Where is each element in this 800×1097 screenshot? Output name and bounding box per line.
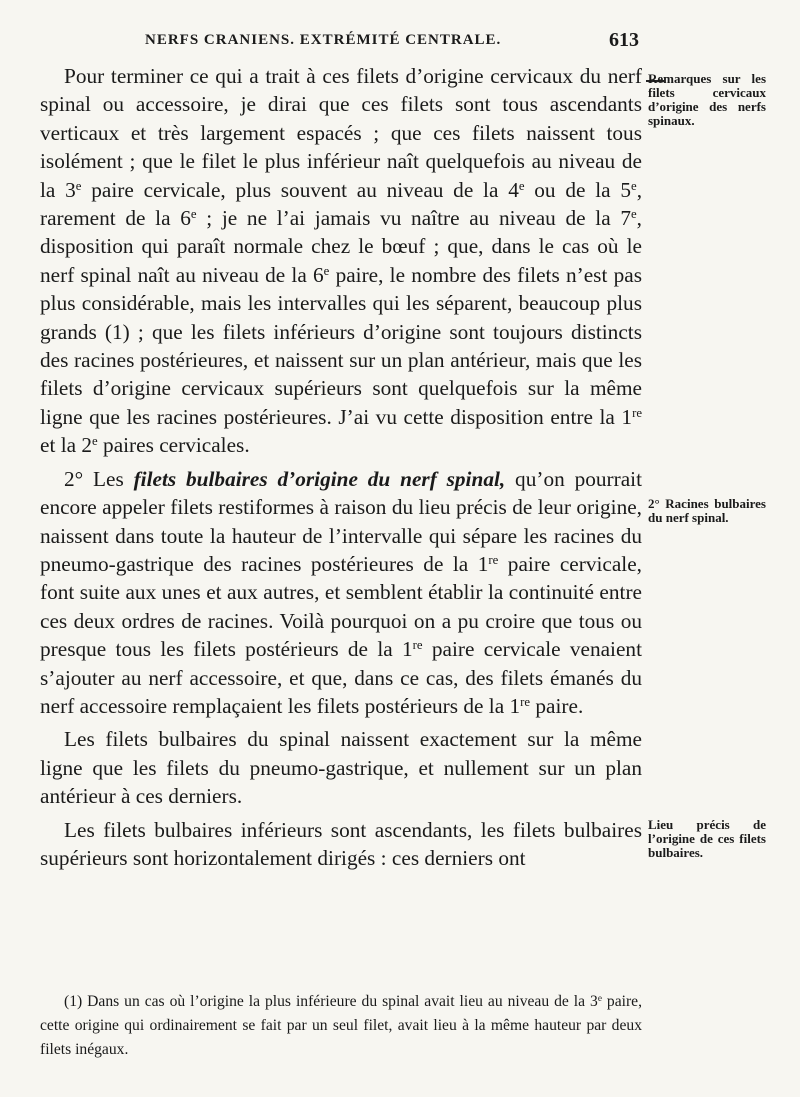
- paragraph-cervical-filaments: Pour terminer ce qui a trait à ces filets d’origine cervicaux du nerf spinal ou accessoire, je dirai que ces filets sont tous ascendants verticaux et très largement espacés ; que ces filets naissent tous isolément ; que le filet le plus inférieur naît quelquefois au niveau de la 3e paire cervicale, plus souvent au niveau de la 4e ou de la 5e, rarement de la 6e ; je ne l’ai jamais vu naître au niveau de la 7e, disposition qui paraît normale chez le bœuf ; que, dans le cas où le nerf spinal naît au niveau de la 6e paire, le nombre des filets n’est pas plus considérable, mais les intervalles qui les séparent, beaucoup plus grands (1) ; que les filets inférieurs d’origine sont toujours distincts des racines postérieures, et naissent sur un plan antérieur, mais que les filets d’origine cervicaux supérieurs sont quelquefois sur la même ligne que les racines postérieures. J’ai vu cette disposition entre la 1re et la 2e paires cervicales.: [40, 64, 643, 458]
- page-number: 613: [609, 29, 639, 51]
- emphasized-term: filets bulbaires d’origine du nerf spinal,: [133, 466, 506, 491]
- footnote: [40, 990, 642, 1062]
- margin-note-cervical: Remarques sur les filets cervicaux d’origine des nerfs spinaux.: [648, 71, 766, 128]
- footnote-text: (1) Dans un cas où l’origine la plus inférieure du spinal avait lieu au niveau de la 3e paire, cette origine qui ordinairement se fait par un seul filet, avait lieu à la même hauteur par deux filets inégaux.: [40, 993, 642, 1058]
- paragraph-bulbar-direction: Les filets bulbaires inférieurs sont ascendants, les filets bulbaires supérieurs sont horizontalement dirigés : ces derniers ont: [40, 817, 642, 870]
- paragraph-body: qu’on pourrait encore appeler filets restiformes à raison du lieu précis de leur origine, naissent dans toute la hauteur de l’intervalle qui sépare les racines du pneumo-gastrique des racines postérieures de la 1re paire cervicale, font suite aux unes et aux autres, et semblent établir la continuité entre ces deux ordres de racines. Voilà pourquoi on a pu croire que tous ou presque tous les filets postérieurs de la 1re paire cervicale venaient s’ajouter au nerf accessoire, et que, dans ce cas, des filets émanés du nerf accessoire remplaçaient les filets postérieurs de la 1re paire.: [40, 466, 643, 718]
- paragraph-lead: 2° Les: [64, 466, 134, 491]
- paragraph-bulbar-roots: [40, 465, 642, 721]
- margin-note-bulbar-roots: 2° Racines bulbaires du nerf spinal.: [648, 496, 766, 525]
- main-text: [40, 62, 642, 872]
- margin-note-origin-site: Lieu précis de l’origine de ces filets bulbaires.: [648, 817, 766, 860]
- running-title: NERFS CRANIENS. EXTRÉMITÉ CENTRALE.: [145, 32, 502, 48]
- running-head: [145, 29, 639, 56]
- paragraph-origin-line: Les filets bulbaires du spinal naissent exactement sur la même ligne que les filets du pneumo-gastrique, et nullement sur un plan antérieur à ces derniers.: [40, 727, 642, 809]
